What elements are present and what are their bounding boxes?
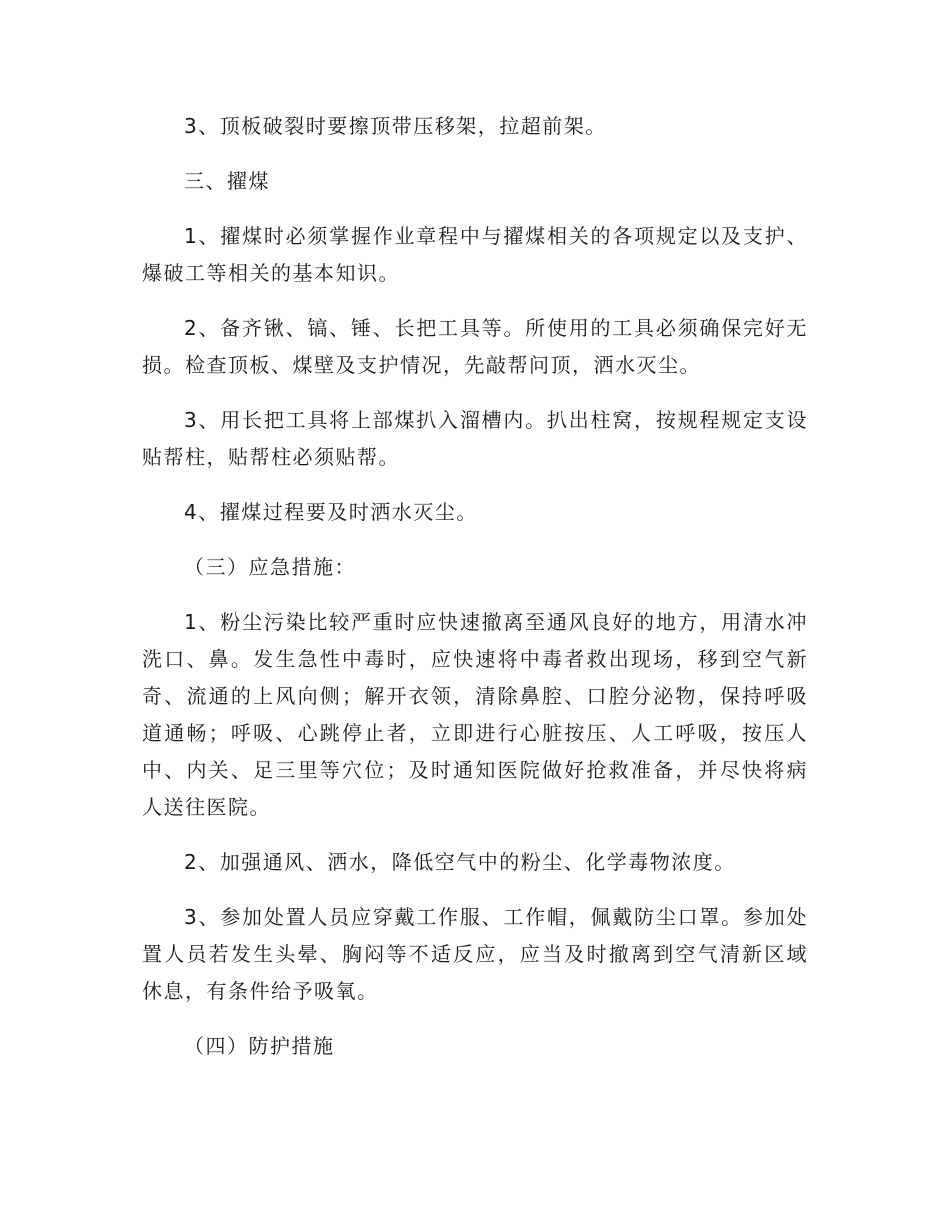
- paragraph-emergency-personnel: 3、参加处置人员应穿戴工作服、工作帽，佩戴防尘口罩。参加处置人员若发生头晕、胸闷等不适反应，应当及时撤离到空气清新区域休息，有条件给予吸氧。: [142, 905, 808, 1003]
- paragraph-raking-knowledge: 1、擢煤时必须掌握作业章程中与擢煤相关的各项规定以及支护、爆破工等相关的基本知识。: [142, 224, 808, 285]
- section-heading-protective-measures: （四）防护措施: [184, 1034, 335, 1058]
- document-body: [142, 108, 808, 1083]
- paragraph-raking-dust: 4、擢煤过程要及时洒水灭尘。: [184, 500, 478, 524]
- paragraph-raking-tools: 2、备齐锹、镐、锤、长把工具等。所使用的工具必须确保完好无损。检查顶板、煤壁及支护情况，先敲帮问顶，洒水灭尘。: [142, 316, 808, 377]
- section-heading-coal-raking: 三、擢煤: [184, 169, 270, 193]
- paragraph-emergency-poisoning: 1、粉尘污染比较严重时应快速撤离至通风良好的地方，用清水冲洗口、鼻。发生急性中毒时，应快速将中毒者救出现场，移到空气新奇、流通的上风向侧；解开衣领，清除鼻腔、口腔分泌物，保持呼吸道通畅；呼吸、心跳停止者，立即进行心脏按压、人工呼吸，按压人中、内关、足三里等穴位；及时通知医院做好抢救准备，并尽快将病人送往医院。: [142, 610, 808, 819]
- section-heading-emergency-measures: （三）应急措施：: [184, 555, 356, 579]
- paragraph-roof-breakage: 3、顶板破裂时要擦顶带压移架，拉超前架。: [184, 114, 607, 138]
- paragraph-raking-procedure: 3、用长把工具将上部煤扒入溜槽内。扒出柱窝，按规程规定支设贴帮柱，贴帮柱必须贴帮。: [142, 408, 808, 469]
- paragraph-emergency-ventilation: 2、加强通风、洒水，降低空气中的粉尘、化学毒物浓度。: [184, 850, 736, 874]
